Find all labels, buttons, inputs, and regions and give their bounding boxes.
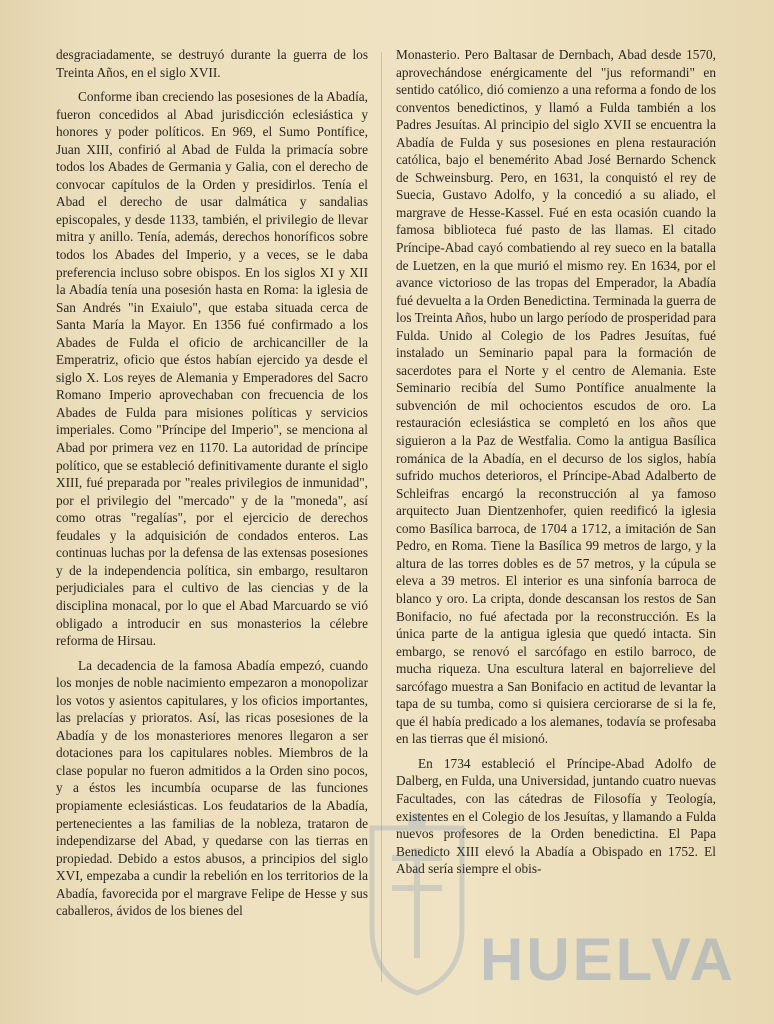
watermark-text: HUELVA — [480, 926, 736, 993]
left-column — [56, 46, 368, 927]
paragraph: desgraciadamente, se destruyó durante la guerra de los Treinta Años, en el siglo XVII. — [56, 47, 368, 80]
right-column — [396, 46, 716, 885]
library-stamp-icon — [362, 808, 472, 998]
paragraph: La decadencia de la famosa Abadía empezó, cuando los monjes de noble nacimiento empezaron a monopolizar los votos y asientos capitulares, y los oficios importantes, las prelacías y prioratos. Así, las ricas posesiones de la Abadía y de los monasteriores menores llegaron a ser dotaciones para los capitulares nobles. Miembros de la clase popular no fueron admitidos a la Orden sino pocos, y a éstos les incumbía ocuparse de las funciones propiamente eclesiásticas. Los feudatarios de la Abadía, pertenecientes a las familias de la nobleza, trataron de independizarse del Abad, y quedarse con las tierras en propiedad. Debido a estos abusos, a principios del siglo XVI, empezaba a cundir la rebelión en los territorios de la Abadía, favorecida por el margrave Felipe de Hesse y sus caballeros, ávidos de los bienes del — [56, 657, 368, 919]
paragraph: En 1734 estableció el Príncipe-Abad Adolfo de Dalberg, en Fulda, una Universidad, juntando cuatro nuevas Facultades, con las cátedras de Filosofía y Teología, existentes en el Colegio de los Jesuítas, y llamando a Fulda nuevos profesores de la Orden benedictina. El Papa Benedicto XIII elevó la Abadía a Obispado en 1752. El Abad sería siempre el obis- — [396, 755, 716, 877]
paragraph: Conforme iban creciendo las posesiones de la Abadía, fueron concedidos al Abad jurisdicción eclesiástica y honores y poder políticos. En 969, el Sumo Pontífice, Juan XIII, confirió al Abad de Fulda la primacía sobre todos los Abades de Germania y Galia, con el derecho de convocar capítulos de la Orden y presidirlos. Tenía el Abad el derecho de usar dalmática y sandalias episcopales, y desde 1133, también, el privilegio de llevar mitra y anillo. Tenía, además, derechos honoríficos sobre todos los Abades del Imperio, y a veces, se le daba preferencia incluso sobre obispos. En los siglos XI y XII la Abadía tenía una posesión hasta en Roma: la iglesia de San Andrés "in Exaiulo", que estaba situada cerca de Santa María la Mayor. En 1356 fué confirmado a los Abades de Fulda el oficio de archicanciller de la Emperatriz, oficio que éstos habían ejercido ya desde el siglo X. Los reyes de Alemania y Emperadores del Sacro Romano Imperio aprovechaban con frecuencia de los Abades de Fulda para misiones políticas y servicios imperiales. Como "Príncipe del Imperio", se menciona al Abad por primera vez en 1170. La autoridad de príncipe político, que se estableció definitivamente durante el siglo XIII, fué preparada por "reales privilegios de inmunidad", por el privilegio del "mercado" y de la "moneda", así como otras "regalías", por el ejercicio de derechos feudales y la adquisición de condados enteros. Las continuas luchas por la defensa de las extensas posesiones y de la independencia política, sin embargo, resultaron perjudiciales para el cultivo de las ciencias y de la disciplina monacal, por lo que el Abad Marcuardo se vió obligado a introducir en sus monasterios la célebre reforma de Hirsau. — [56, 89, 368, 649]
paragraph: Monasterio. Pero Baltasar de Dernbach, Abad desde 1570, aprovechándose enérgicamente del "jus reformandi" en sentido católico, dió comienzo a una reforma a fondo de los conventos benedictinos, y llamó a Fulda también a los Padres Jesuítas. Al principio del siglo XVII se encuentra la Abadía de Fulda y sus posesiones en plena restauración católica, bajo el benemérito Abad José Bernardo Schenck de Schweinsburg. Pero, en 1631, la conquistó el rey de Suecia, Gustavo Adolfo, y la concedió a su aliado, el margrave de Hesse-Kassel. Fué en esta ocasión cuando la famosa biblioteca fué pasto de las llamas. El citado Príncipe-Abad cayó combatiendo al rey sueco en la batalla de Luetzen, en la que murió el mismo rey. En 1634, por el avance victorioso de las tropas del Emperador, la Abadía fué devuelta a la Orden Benedictina. Terminada la guerra de los Treinta Años, hubo un largo período de prosperidad para Fulda. Unido al Colegio de los Padres Jesuítas, fué instalado un Seminario papal para la formación de sacerdotes para el Norte y el centro de Alemania. Este Seminario recibía del Sumo Pontífice anualmente la subvención de mil ochocientos escudos de oro. La restauración eclesiástica se completó en los años que siguieron a la Paz de Westfalia. Como la antigua Basílica románica de la Abadía, en el decurso de los siglos, había sufrido muchos deterioros, el Príncipe-Abad Adalberto de Schleifras encargó la reconstrucción al ya famoso arquitecto Juan Dientzenhofer, quien reedificó la iglesia como Basílica barroca, de 1704 a 1712, a imitación de San Pedro, en Roma. Tiene la Basílica 99 metros de largo, y la altura de las torres dobles es de 57 metros, y la cúpula se eleva a 39 metros. El interior es una sinfonía barroca de blanco y oro. La cripta, donde descansan los restos de San Bonifacio, no fué afectada por la reconstrucción. Es la única parte de la antigua iglesia que quedó intacta. Sin embargo, se renovó el sarcófago en estilo barroco, de mucha riqueza. Una escultura lateral en bajorrelieve del sarcófago muestra a San Bonifacio en actitud de levantar la tapa de su tumba, como si quisiera cerciorarse de si la fe, que él había predicado a los alemanes, todavía se profesaba en las tierras que él misionó. — [396, 47, 717, 747]
